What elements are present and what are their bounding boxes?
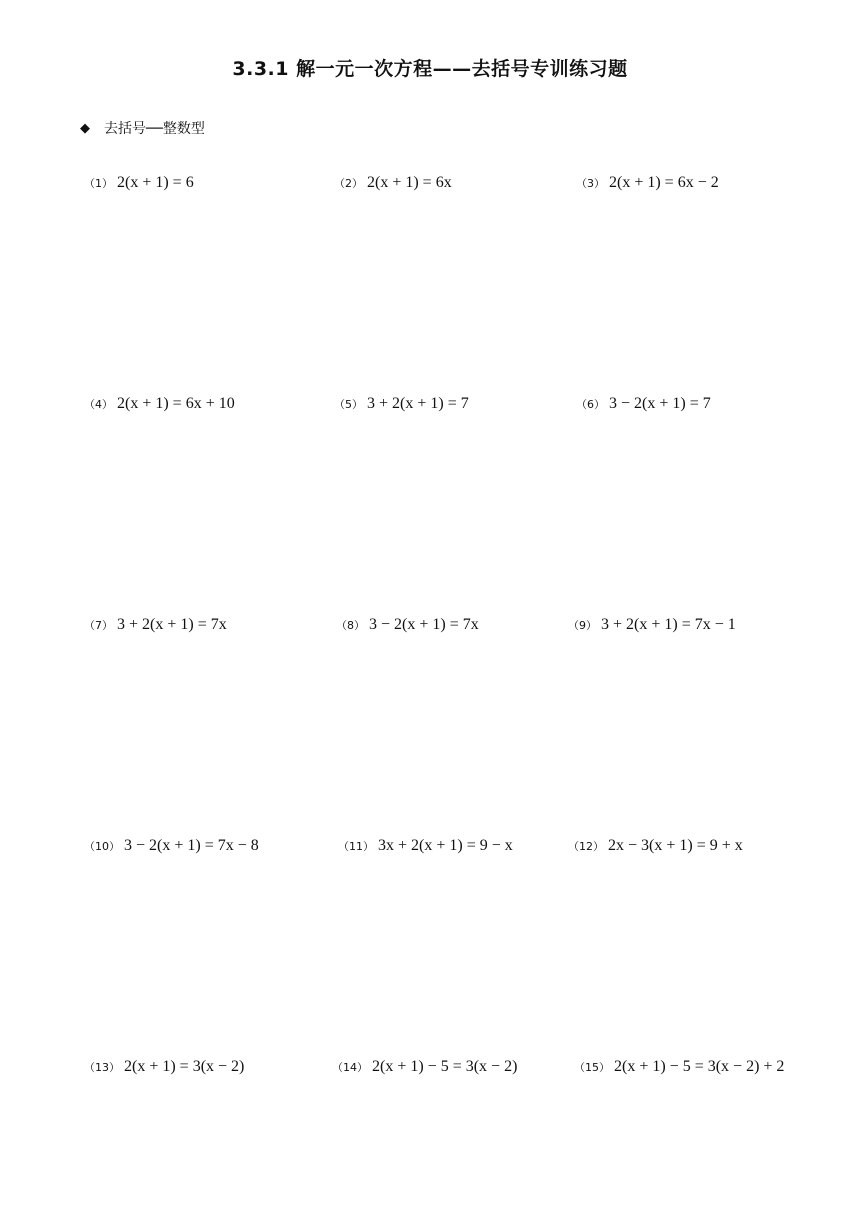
problem-equation: 2(x + 1) = 6x	[367, 174, 452, 191]
problem-15	[574, 1058, 784, 1076]
problem-equation: 2(x + 1) − 5 = 3(x − 2)	[372, 1058, 518, 1075]
problem-1	[84, 174, 194, 192]
problem-11	[338, 837, 513, 855]
problem-equation: 2(x + 1) = 6x − 2	[609, 174, 719, 191]
problem-equation: 3 + 2(x + 1) = 7x	[117, 616, 227, 633]
problem-number: （12）	[568, 840, 604, 853]
problem-equation: 2x − 3(x + 1) = 9 + x	[608, 837, 743, 854]
problem-equation: 2(x + 1) = 3(x − 2)	[124, 1058, 245, 1075]
section-heading	[80, 118, 205, 138]
problem-equation: 3 + 2(x + 1) = 7x − 1	[601, 616, 736, 633]
problem-number: （5）	[334, 398, 363, 411]
page-title: 3.3.1 解一元一次方程——去括号专训练习题	[232, 58, 628, 80]
problem-number: （8）	[336, 619, 365, 632]
problem-equation: 3x + 2(x + 1) = 9 − x	[378, 837, 513, 854]
diamond-bullet-icon: ◆	[80, 120, 90, 136]
problem-4	[84, 395, 235, 413]
problem-equation: 3 − 2(x + 1) = 7x	[369, 616, 479, 633]
problem-equation: 2(x + 1) − 5 = 3(x − 2) + 2	[614, 1058, 785, 1075]
problem-7	[84, 616, 227, 634]
problem-number: （4）	[84, 398, 113, 411]
problem-6	[576, 395, 711, 413]
problem-equation: 2(x + 1) = 6x + 10	[117, 395, 235, 412]
problem-number: （9）	[568, 619, 597, 632]
problem-number: （1）	[84, 177, 113, 190]
problem-number: （15）	[574, 1061, 610, 1074]
problem-10	[84, 837, 259, 855]
problem-number: （13）	[84, 1061, 120, 1074]
problem-equation: 3 + 2(x + 1) = 7	[367, 395, 469, 412]
problem-number: （6）	[576, 398, 605, 411]
problem-8	[336, 616, 479, 634]
problem-equation: 3 − 2(x + 1) = 7	[609, 395, 711, 412]
problem-5	[334, 395, 469, 413]
problem-equation: 2(x + 1) = 6	[117, 174, 194, 191]
problem-14	[332, 1058, 517, 1076]
problem-13	[84, 1058, 244, 1076]
problem-number: （7）	[84, 619, 113, 632]
section-label: 去括号──整数型	[104, 121, 205, 137]
problem-number: （10）	[84, 840, 120, 853]
problem-equation: 3 − 2(x + 1) = 7x − 8	[124, 837, 259, 854]
problem-number: （14）	[332, 1061, 368, 1074]
problem-9	[568, 616, 736, 634]
problem-number: （11）	[338, 840, 374, 853]
problem-3	[576, 174, 719, 192]
problem-12	[568, 837, 743, 855]
problem-2	[334, 174, 452, 192]
problem-number: （2）	[334, 177, 363, 190]
problem-number: （3）	[576, 177, 605, 190]
